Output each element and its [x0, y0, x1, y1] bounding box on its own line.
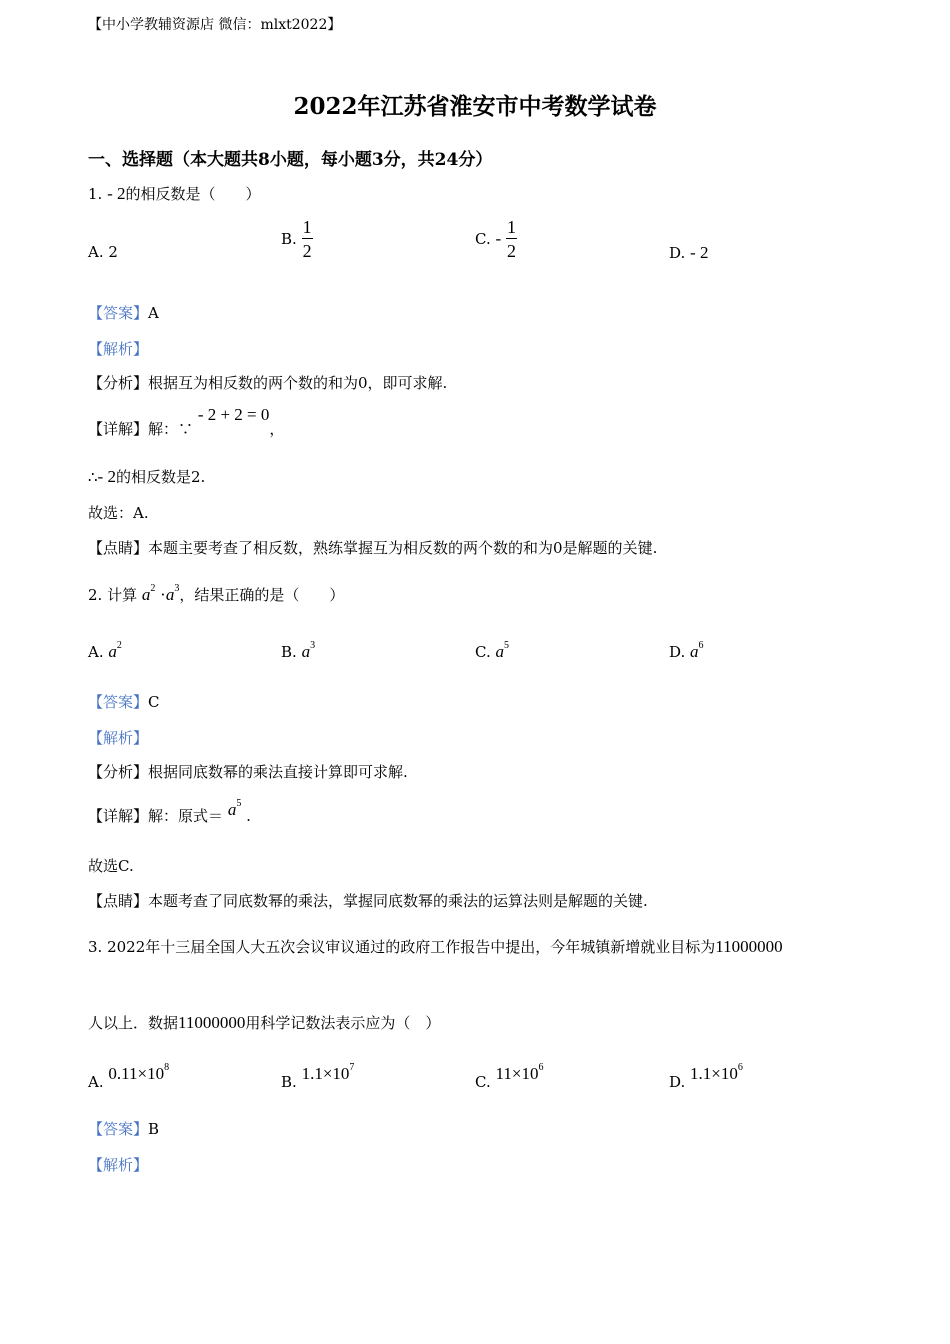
option-label: B.: [281, 643, 297, 661]
fraction-numerator: 1: [506, 217, 516, 237]
q2-option-a: [88, 640, 122, 662]
q1-dianjing: [88, 537, 657, 558]
therefore-text: 的相反数是2.: [115, 468, 206, 486]
q1-option-d: [669, 243, 708, 263]
xiangjie-expr: - 2 + 2 = 0: [197, 405, 270, 424]
option-label: C.: [475, 1073, 491, 1091]
q1-answer: [88, 302, 159, 323]
dianjing-text: 本题主要考查了相反数，熟练掌握互为相反数的两个数的和为0是解题的关键.: [148, 539, 658, 557]
answer-tag: 【答案】: [88, 1120, 149, 1138]
therefore-symbol: ∴: [88, 468, 98, 486]
fraction-denominator: 2: [506, 241, 516, 261]
q3-text: 用科学记数法表示应为（ ）: [245, 1014, 441, 1032]
fenxi-text: 根据互为相反数的两个数的和为0，即可求解.: [148, 374, 448, 392]
fraction-denominator: 2: [302, 241, 312, 261]
therefore-expr: - 2: [97, 467, 116, 486]
page-title: 2022年江苏省淮安市中考数学试卷: [293, 93, 657, 120]
option-label: A.: [88, 643, 104, 661]
xiangjie-text: 解：∵: [148, 420, 194, 438]
q1-xiangjie: [88, 405, 285, 439]
answer-tag: 【答案】: [88, 693, 149, 711]
xiangjie-tag: 【详解】: [88, 420, 149, 438]
q3-text: 3. 2022年十三届全国人大五次会议审议通过的政府工作报告中提出，今年城镇新增就业目标为: [88, 938, 716, 956]
option-label: A.: [88, 243, 104, 261]
q2-text: ，结果正确的是（ ）: [179, 586, 345, 604]
q2-option-c: [475, 640, 509, 662]
q1-stem: [88, 183, 261, 204]
option-label: D.: [669, 643, 686, 661]
power-base: a: [165, 585, 175, 604]
header-tag: 【中小学教辅资源店 微信：mlxt2022】: [88, 17, 342, 33]
q2-fenxi: [88, 761, 408, 782]
q2-stem: [88, 583, 344, 605]
power-base: a: [141, 585, 151, 604]
dianjing-tag: 【点睛】: [88, 539, 149, 557]
q1-therefore: [88, 466, 205, 487]
fenxi-tag: 【分析】: [88, 763, 149, 781]
option-value: 2: [108, 243, 118, 261]
q2-number: 2. 计算: [88, 586, 138, 604]
power-base: a: [227, 800, 237, 819]
answer-tag: 【答案】: [88, 304, 149, 322]
sci-coefficient: 1.1×10: [301, 1064, 350, 1083]
power-exponent: 3: [310, 640, 316, 651]
option-label: D.: [669, 244, 686, 262]
xiangjie-post: ，: [269, 420, 285, 438]
option-label: C.: [475, 230, 491, 248]
power-base: a: [690, 642, 699, 661]
fraction-numerator: 1: [302, 217, 312, 237]
q3-number-value: 11000000: [715, 937, 783, 956]
q3-stem-line1: [88, 936, 783, 957]
xiangjie-text: 解：原式＝: [148, 807, 224, 825]
q1-guxuan: 故选：A.: [88, 504, 149, 522]
sci-exponent: 8: [164, 1062, 170, 1073]
q3-option-c: [475, 1062, 544, 1091]
fenxi-text: 根据同底数幂的乘法直接计算即可求解.: [148, 763, 408, 781]
dianjing-text: 本题考查了同底数幂的乘法，掌握同底数幂的乘法的运算法则是解题的关键.: [148, 892, 648, 910]
q3-stem-line2: [88, 1012, 440, 1033]
sci-coefficient: 0.11×10: [108, 1064, 165, 1083]
q1-text: 的相反数是（ ）: [125, 185, 261, 203]
q2-dianjing: [88, 890, 648, 911]
fraction: [506, 218, 517, 260]
sci-exponent: 6: [538, 1062, 544, 1073]
q3-option-d: [669, 1062, 743, 1091]
power-base: a: [108, 642, 117, 661]
answer-value: C: [148, 693, 160, 711]
fenxi-tag: 【分析】: [88, 374, 149, 392]
q2-answer: [88, 691, 160, 712]
q2-guxuan: 故选C.: [88, 857, 134, 875]
q3-analysis-tag: 【解析】: [88, 1156, 149, 1174]
q1-option-a: [88, 243, 118, 261]
power-exponent: 2: [116, 640, 122, 651]
sci-coefficient: 11×10: [495, 1064, 539, 1083]
power-exponent: 6: [698, 640, 704, 651]
sci-exponent: 6: [737, 1062, 743, 1073]
power-exponent: 5: [236, 798, 242, 809]
q1-number: 1.: [88, 185, 103, 203]
option-label: B.: [281, 1073, 297, 1091]
answer-value: B: [148, 1120, 160, 1138]
answer-value: A: [148, 304, 159, 322]
sci-exponent: 7: [349, 1062, 355, 1073]
section-heading-choice: 一、选择题（本大题共8小题，每小题3分，共24分）: [88, 150, 493, 170]
power-exponent: 5: [504, 640, 509, 651]
q1-fenxi: [88, 372, 447, 393]
q2-option-d: [669, 640, 704, 662]
sci-coefficient: 1.1×10: [690, 1064, 738, 1083]
multiply-dot: ·: [160, 585, 166, 604]
dianjing-tag: 【点睛】: [88, 892, 149, 910]
q3-option-a: [88, 1062, 170, 1091]
q1-analysis-tag: 【解析】: [88, 340, 149, 358]
xiangjie-tag: 【详解】: [88, 807, 149, 825]
q1-option-c: [475, 218, 517, 260]
minus-sign: -: [495, 229, 502, 248]
q3-number-value: 11000000: [178, 1013, 246, 1032]
option-label: D.: [669, 1073, 686, 1091]
power-base: a: [495, 642, 504, 661]
option-label: C.: [475, 643, 491, 661]
fraction: [302, 218, 313, 260]
xiangjie-post: .: [246, 807, 251, 825]
power-exponent: 3: [174, 583, 180, 594]
q3-answer: [88, 1118, 159, 1139]
q2-xiangjie: [88, 798, 251, 826]
power-base: a: [301, 642, 311, 661]
option-label: B.: [281, 230, 297, 248]
q1-expr: - 2: [107, 184, 126, 203]
q1-option-b: [281, 218, 313, 260]
q2-analysis-tag: 【解析】: [88, 729, 149, 747]
option-value: - 2: [690, 243, 709, 262]
power-exponent: 2: [150, 583, 156, 594]
q3-option-b: [281, 1062, 355, 1091]
q3-text: 人以上．数据: [88, 1014, 179, 1032]
option-label: A.: [88, 1073, 104, 1091]
q2-option-b: [281, 640, 315, 662]
